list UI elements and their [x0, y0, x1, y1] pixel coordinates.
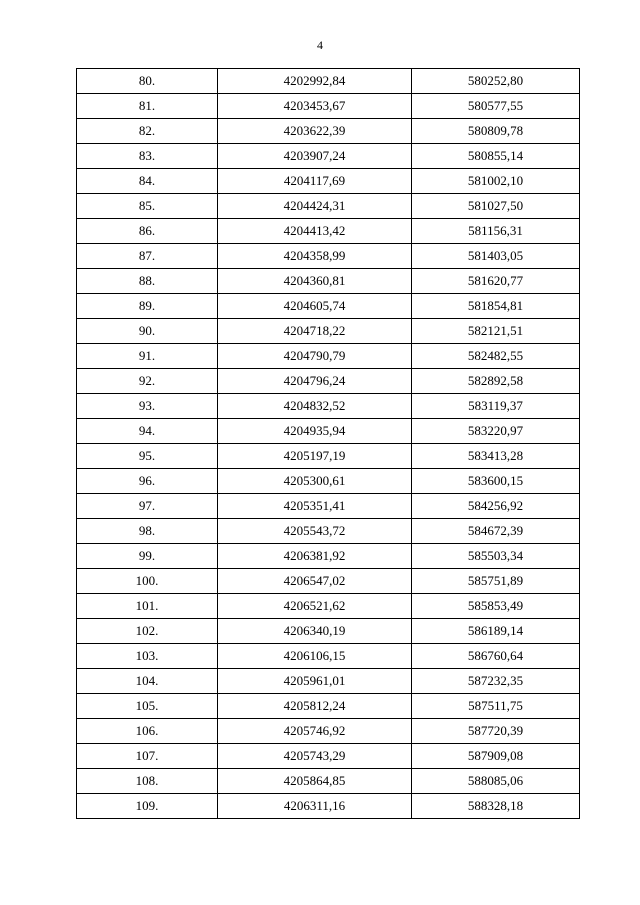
table-row	[77, 719, 580, 744]
point-number-cell: 84.	[77, 169, 218, 194]
table-row	[77, 469, 580, 494]
point-number-cell: 104.	[77, 669, 218, 694]
point-number-cell: 80.	[77, 69, 218, 94]
x-coordinate-cell: 4204358,99	[218, 244, 412, 269]
x-coordinate-cell: 4204832,52	[218, 394, 412, 419]
table-row	[77, 569, 580, 594]
x-coordinate-cell: 4205197,19	[218, 444, 412, 469]
y-coordinate-cell: 580809,78	[412, 119, 580, 144]
table-row	[77, 194, 580, 219]
y-coordinate-cell: 587232,35	[412, 669, 580, 694]
x-coordinate-cell: 4206340,19	[218, 619, 412, 644]
x-coordinate-cell: 4204605,74	[218, 294, 412, 319]
point-number-cell: 94.	[77, 419, 218, 444]
point-number-cell: 101.	[77, 594, 218, 619]
point-number-cell: 98.	[77, 519, 218, 544]
point-number-cell: 107.	[77, 744, 218, 769]
point-number-cell: 100.	[77, 569, 218, 594]
x-coordinate-cell: 4205351,41	[218, 494, 412, 519]
page-number: 4	[317, 38, 323, 52]
table-row	[77, 419, 580, 444]
point-number-cell: 88.	[77, 269, 218, 294]
y-coordinate-cell: 582121,51	[412, 319, 580, 344]
x-coordinate-cell: 4205543,72	[218, 519, 412, 544]
x-coordinate-cell: 4205812,24	[218, 694, 412, 719]
y-coordinate-cell: 584672,39	[412, 519, 580, 544]
table-row	[77, 594, 580, 619]
y-coordinate-cell: 583600,15	[412, 469, 580, 494]
y-coordinate-cell: 585503,34	[412, 544, 580, 569]
y-coordinate-cell: 581156,31	[412, 219, 580, 244]
x-coordinate-cell: 4206381,92	[218, 544, 412, 569]
table-row	[77, 769, 580, 794]
x-coordinate-cell: 4205961,01	[218, 669, 412, 694]
y-coordinate-cell: 584256,92	[412, 494, 580, 519]
point-number-cell: 82.	[77, 119, 218, 144]
point-number-cell: 83.	[77, 144, 218, 169]
table-row	[77, 319, 580, 344]
table-row	[77, 694, 580, 719]
table-row	[77, 394, 580, 419]
table-row	[77, 544, 580, 569]
point-number-cell: 95.	[77, 444, 218, 469]
y-coordinate-cell: 581002,10	[412, 169, 580, 194]
y-coordinate-cell: 587909,08	[412, 744, 580, 769]
table-row	[77, 269, 580, 294]
table-row	[77, 444, 580, 469]
y-coordinate-cell: 586189,14	[412, 619, 580, 644]
y-coordinate-cell: 581620,77	[412, 269, 580, 294]
table-row	[77, 794, 580, 819]
x-coordinate-cell: 4203622,39	[218, 119, 412, 144]
table-row	[77, 369, 580, 394]
table-row	[77, 169, 580, 194]
point-number-cell: 96.	[77, 469, 218, 494]
point-number-cell: 93.	[77, 394, 218, 419]
point-number-cell: 91.	[77, 344, 218, 369]
x-coordinate-cell: 4205746,92	[218, 719, 412, 744]
point-number-cell: 105.	[77, 694, 218, 719]
table-row	[77, 344, 580, 369]
point-number-cell: 109.	[77, 794, 218, 819]
point-number-cell: 103.	[77, 644, 218, 669]
table-row	[77, 494, 580, 519]
y-coordinate-cell: 583220,97	[412, 419, 580, 444]
point-number-cell: 90.	[77, 319, 218, 344]
point-number-cell: 81.	[77, 94, 218, 119]
x-coordinate-cell: 4204360,81	[218, 269, 412, 294]
x-coordinate-cell: 4206521,62	[218, 594, 412, 619]
coordinates-table-body	[77, 69, 580, 819]
point-number-cell: 92.	[77, 369, 218, 394]
x-coordinate-cell: 4204424,31	[218, 194, 412, 219]
table-row	[77, 644, 580, 669]
y-coordinate-cell: 580855,14	[412, 144, 580, 169]
table-row	[77, 669, 580, 694]
table-row	[77, 144, 580, 169]
x-coordinate-cell: 4204117,69	[218, 169, 412, 194]
table-row	[77, 69, 580, 94]
x-coordinate-cell: 4204796,24	[218, 369, 412, 394]
y-coordinate-cell: 583413,28	[412, 444, 580, 469]
y-coordinate-cell: 585853,49	[412, 594, 580, 619]
table-row	[77, 519, 580, 544]
point-number-cell: 85.	[77, 194, 218, 219]
table-row	[77, 744, 580, 769]
x-coordinate-cell: 4203907,24	[218, 144, 412, 169]
table-row	[77, 119, 580, 144]
table-row	[77, 294, 580, 319]
x-coordinate-cell: 4205743,29	[218, 744, 412, 769]
x-coordinate-cell: 4204790,79	[218, 344, 412, 369]
point-number-cell: 87.	[77, 244, 218, 269]
x-coordinate-cell: 4204413,42	[218, 219, 412, 244]
x-coordinate-cell: 4206311,16	[218, 794, 412, 819]
y-coordinate-cell: 587720,39	[412, 719, 580, 744]
y-coordinate-cell: 580577,55	[412, 94, 580, 119]
y-coordinate-cell: 580252,80	[412, 69, 580, 94]
x-coordinate-cell: 4206547,02	[218, 569, 412, 594]
y-coordinate-cell: 586760,64	[412, 644, 580, 669]
point-number-cell: 86.	[77, 219, 218, 244]
y-coordinate-cell: 588328,18	[412, 794, 580, 819]
y-coordinate-cell: 587511,75	[412, 694, 580, 719]
table-row	[77, 619, 580, 644]
table-row	[77, 244, 580, 269]
y-coordinate-cell: 581027,50	[412, 194, 580, 219]
table-row	[77, 219, 580, 244]
y-coordinate-cell: 588085,06	[412, 769, 580, 794]
x-coordinate-cell: 4203453,67	[218, 94, 412, 119]
y-coordinate-cell: 585751,89	[412, 569, 580, 594]
table-row	[77, 94, 580, 119]
point-number-cell: 99.	[77, 544, 218, 569]
x-coordinate-cell: 4205300,61	[218, 469, 412, 494]
y-coordinate-cell: 582892,58	[412, 369, 580, 394]
y-coordinate-cell: 582482,55	[412, 344, 580, 369]
point-number-cell: 108.	[77, 769, 218, 794]
x-coordinate-cell: 4206106,15	[218, 644, 412, 669]
x-coordinate-cell: 4205864,85	[218, 769, 412, 794]
point-number-cell: 89.	[77, 294, 218, 319]
point-number-cell: 102.	[77, 619, 218, 644]
y-coordinate-cell: 581403,05	[412, 244, 580, 269]
point-number-cell: 97.	[77, 494, 218, 519]
y-coordinate-cell: 581854,81	[412, 294, 580, 319]
y-coordinate-cell: 583119,37	[412, 394, 580, 419]
point-number-cell: 106.	[77, 719, 218, 744]
x-coordinate-cell: 4204935,94	[218, 419, 412, 444]
coordinates-table	[76, 68, 580, 819]
x-coordinate-cell: 4204718,22	[218, 319, 412, 344]
x-coordinate-cell: 4202992,84	[218, 69, 412, 94]
